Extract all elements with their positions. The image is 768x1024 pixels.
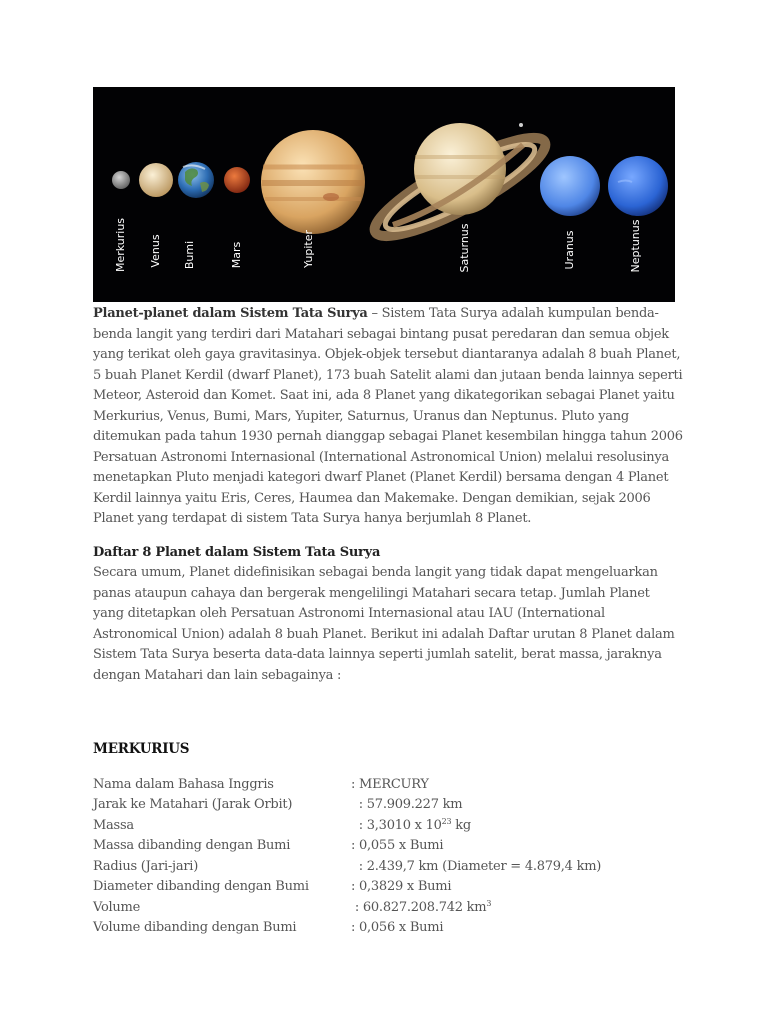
solar-system-image bbox=[93, 87, 675, 302]
property-value: : 0,3829 x Bumi bbox=[351, 879, 452, 894]
label-neptunus: Neptunus bbox=[629, 219, 642, 273]
property-key: Diameter dibanding dengan Bumi bbox=[93, 879, 309, 894]
property-key: Massa dibanding dengan Bumi bbox=[93, 838, 291, 853]
property-value: : 0,055 x Bumi bbox=[351, 838, 444, 853]
property-key: Jarak ke Matahari (Jarak Orbit) bbox=[93, 797, 293, 812]
venus-planet bbox=[139, 163, 173, 197]
label-bumi: Bumi bbox=[183, 240, 196, 270]
label-uranus: Uranus bbox=[563, 230, 576, 270]
label-merkurius: Merkurius bbox=[114, 217, 127, 273]
property-value bbox=[351, 816, 471, 837]
property-value: : 57.909.227 km bbox=[351, 797, 463, 812]
property-key: Volume dibanding dengan Bumi bbox=[93, 920, 297, 935]
label-yupiter: Yupiter bbox=[302, 229, 315, 269]
property-key: Radius (Jari-jari) bbox=[93, 858, 199, 874]
yupiter-planet bbox=[261, 130, 365, 234]
property-row bbox=[93, 795, 683, 816]
property-row bbox=[93, 816, 683, 837]
merkurius-planet bbox=[112, 171, 130, 189]
uranus-planet bbox=[540, 156, 600, 216]
property-key: Volume bbox=[93, 899, 141, 915]
property-row bbox=[93, 877, 683, 898]
volume-exponent: 3 bbox=[486, 898, 492, 908]
intro-paragraph bbox=[93, 304, 683, 530]
planets-illustration bbox=[93, 87, 675, 302]
massa-exponent: 23 bbox=[441, 816, 452, 826]
label-venus: Venus bbox=[149, 234, 162, 268]
property-row bbox=[93, 836, 683, 857]
property-key: Nama dalam Bahasa Inggris bbox=[93, 776, 274, 792]
label-mars: Mars bbox=[230, 241, 243, 269]
volume-value: : 60.827.208.742 km bbox=[351, 899, 487, 915]
label-saturnus: Saturnus bbox=[458, 223, 471, 273]
mars-planet bbox=[224, 167, 250, 193]
section-paragraph: Secara umum, Planet didefinisikan sebagai benda langit yang tidak dapat mengeluarkan panas ataupun cahaya dan bergerak mengelilingi Matahari secara tetap. Jumlah Planet yang ditetapkan oleh Persatuan Astronomi Internasional atau IAU (International Astronomical Union) adalah 8 buah Planet. Berikut ini adalah Daftar urutan 8 Planet dalam Sistem Tata Surya beserta data-data lainnya seperti jumlah satelit, berat massa, jaraknya dengan Matahari dan lain sebagainya : bbox=[93, 565, 675, 683]
property-row bbox=[93, 898, 683, 919]
article-body bbox=[93, 304, 683, 939]
property-value: : 2.439,7 km (Diameter = 4.879,4 km) bbox=[351, 858, 602, 874]
property-value: : MERCURY bbox=[351, 776, 429, 792]
property-row bbox=[93, 918, 683, 939]
property-value: : 0,056 x Bumi bbox=[351, 920, 444, 935]
property-key: Massa bbox=[93, 817, 134, 833]
bumi-planet bbox=[178, 162, 214, 198]
property-value bbox=[351, 898, 491, 919]
massa-value: : 3,3010 x 10 bbox=[351, 817, 442, 833]
intro-text: – Sistem Tata Surya adalah kumpulan benda-benda langit yang terdiri dari Matahari sebagai bintang pusat peredaran dan semua objek yang terikat oleh gaya gravitasinya. Objek-objek tersebut diantaranya adalah 8 buah Planet, 5 buah Planet Kerdil (dwarf Planet), 173 buah Satelit alami dan jutaan benda lainnya seperti Meteor, Asteroid dan Komet. Saat ini, ada 8 Planet yang dikategorikan sebagai Planet yaitu Merkurius, Venus, Bumi, Mars, Yupiter, Saturnus, Uranus dan Neptunus. Pluto yang ditemukan pada tahun 1930 pernah dianggap sebagai Planet kesembilan hingga tahun 2006 Persatuan Astronomi Internasional (International Astronomical Union) melalui resolusinya menetapkan Pluto menjadi kategori dwarf Planet (Planet Kerdil) bersama dengan 4 Planet Kerdil lainnya yaitu Eris, Ceres, Haumea dan Makemake. Dengan demikian, sejak 2006 Planet yang terdapat di sistem Tata Surya hanya berjumlah 8 Planet. bbox=[93, 306, 683, 526]
property-row bbox=[93, 857, 683, 878]
merkurius-properties bbox=[93, 775, 683, 939]
intro-title: Planet-planet dalam Sistem Tata Surya bbox=[93, 306, 368, 321]
section-heading: Daftar 8 Planet dalam Sistem Tata Surya bbox=[93, 544, 381, 560]
massa-unit: kg bbox=[451, 817, 471, 833]
neptunus-planet bbox=[608, 156, 668, 216]
property-row bbox=[93, 775, 683, 796]
merkurius-heading: MERKURIUS bbox=[93, 741, 190, 757]
